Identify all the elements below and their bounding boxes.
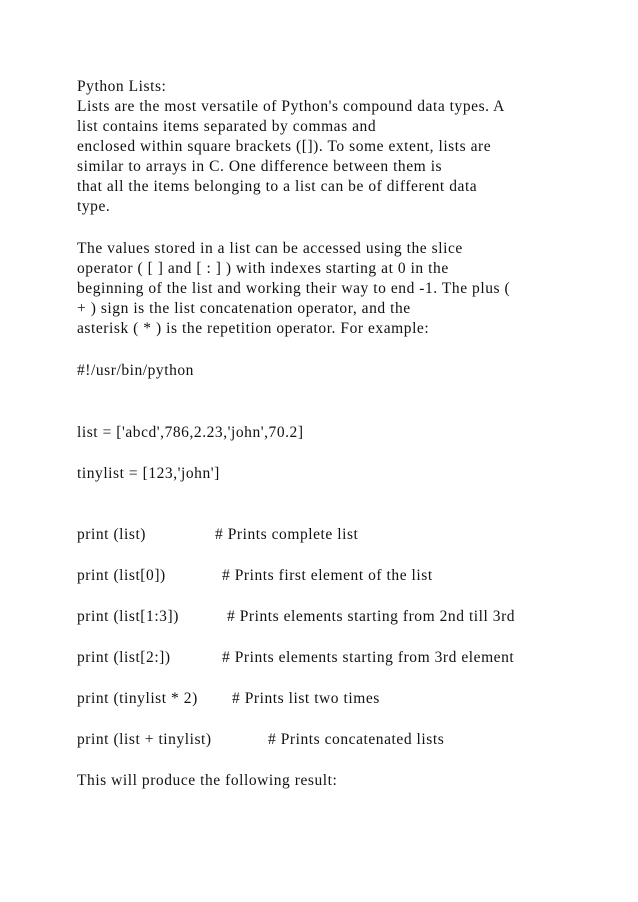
section-title: Python Lists: xyxy=(77,78,167,95)
paragraph-line: operator ( [ ] and [ : ] ) with indexes starting at 0 in the xyxy=(77,260,449,277)
intro-line: enclosed within square brackets ([]). To some extent, lists are xyxy=(77,138,492,155)
intro-line: Lists are the most versatile of Python's compound data types. A xyxy=(77,98,505,115)
code-comment: # Prints concatenated lists xyxy=(268,731,445,748)
intro-line: list contains items separated by commas and xyxy=(77,118,377,135)
code-print-statement: print (list[0]) xyxy=(77,567,166,584)
code-list-definition: list = ['abcd',786,2.23,'john',70.2] xyxy=(77,424,304,441)
code-comment: # Prints first element of the list xyxy=(222,567,433,584)
code-comment: # Prints list two times xyxy=(232,690,380,707)
code-shebang: #!/usr/bin/python xyxy=(77,362,194,379)
result-intro: This will produce the following result: xyxy=(77,772,338,789)
code-comment: # Prints complete list xyxy=(215,526,359,543)
code-comment: # Prints elements starting from 2nd till 3rd xyxy=(227,608,516,625)
intro-line: similar to arrays in C. One difference between them is xyxy=(77,158,443,175)
code-comment: # Prints elements starting from 3rd element xyxy=(222,649,515,666)
code-print-statement: print (tinylist * 2) xyxy=(77,690,198,707)
code-print-statement: print (list + tinylist) xyxy=(77,731,212,748)
paragraph-line: asterisk ( * ) is the repetition operator. For example: xyxy=(77,320,430,337)
code-print-statement: print (list[2:]) xyxy=(77,649,171,666)
paragraph-line: + ) sign is the list concatenation operator, and the xyxy=(77,300,411,317)
intro-line: that all the items belonging to a list can be of different data xyxy=(77,178,478,195)
paragraph-line: The values stored in a list can be accessed using the slice xyxy=(77,240,463,257)
code-tinylist-definition: tinylist = [123,'john'] xyxy=(77,465,220,482)
paragraph-line: beginning of the list and working their way to end -1. The plus ( xyxy=(77,280,511,297)
code-print-statement: print (list[1:3]) xyxy=(77,608,179,625)
intro-line: type. xyxy=(77,198,111,215)
code-print-statement: print (list) xyxy=(77,526,147,543)
